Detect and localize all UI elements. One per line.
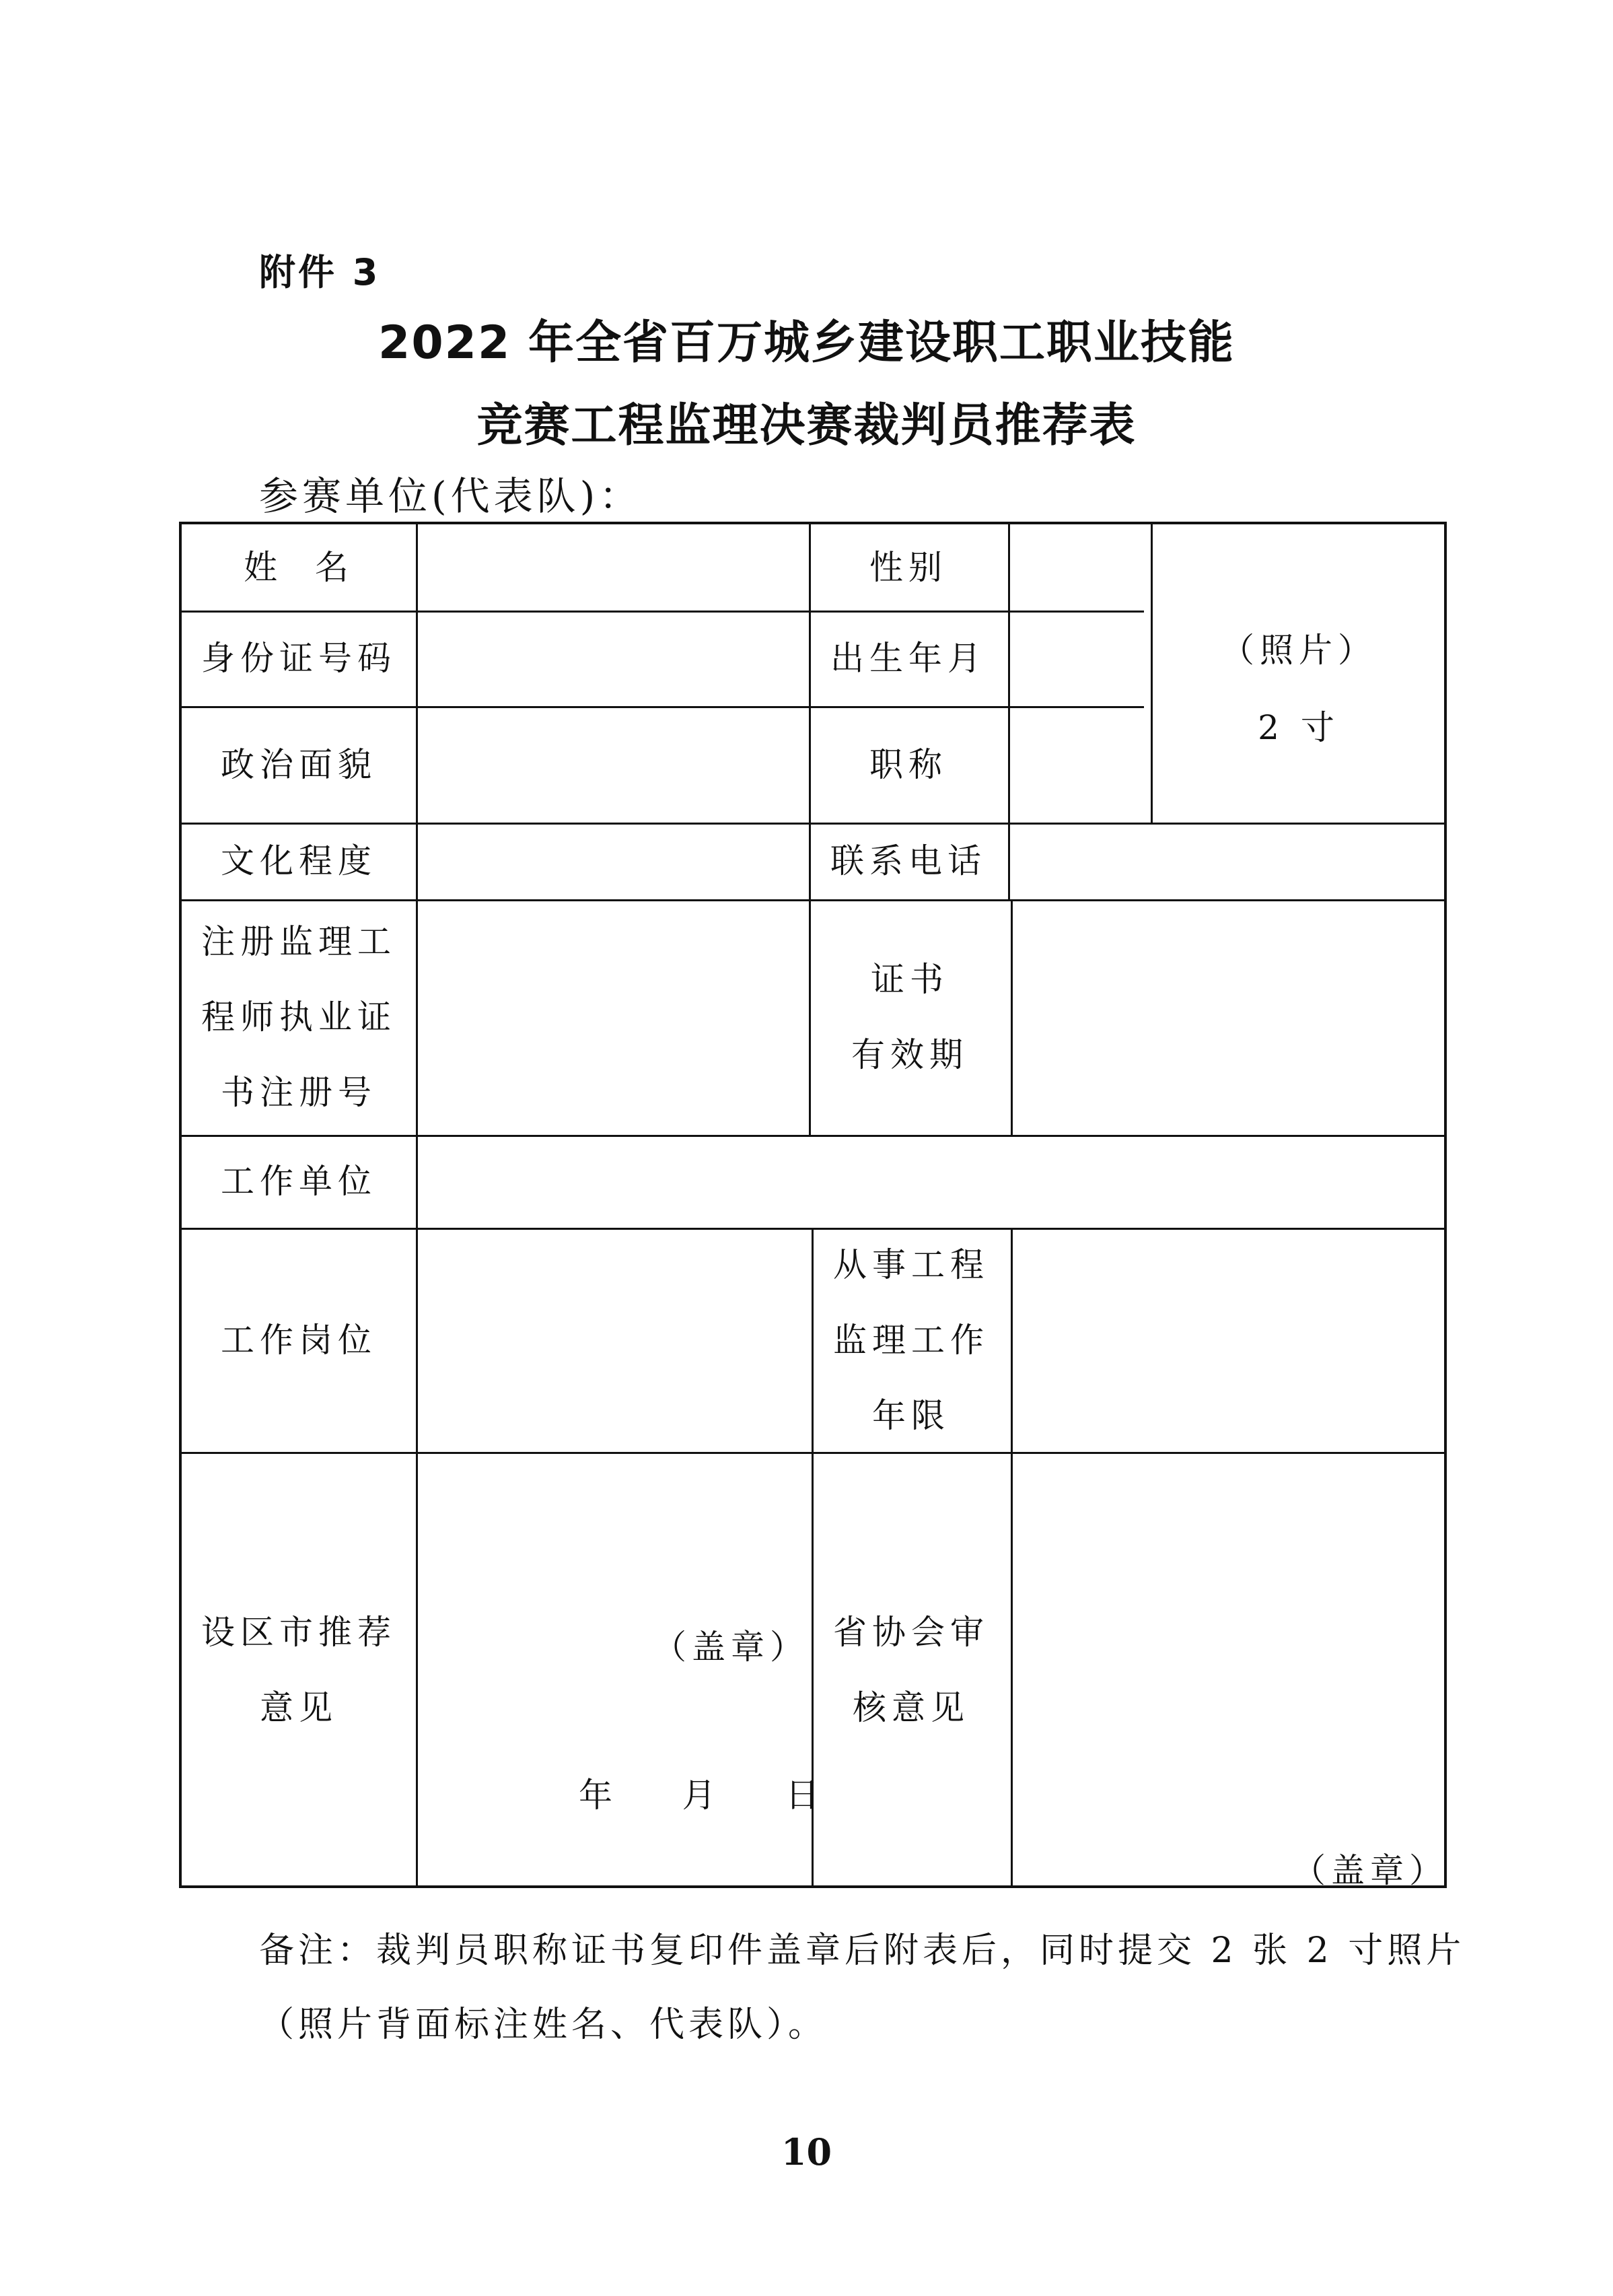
document-title-line-2: 竞赛工程监理决赛裁判员推荐表 [476,399,1137,452]
job-position-label: 工作岗位 [221,1320,377,1360]
name-label: 姓 名 [244,548,354,587]
photo-label: （照片） [1221,631,1377,670]
city-date-label: 年 月 日 [579,1776,825,1815]
gender-label: 性别 [869,548,947,587]
certificate-number-label: 注册监理工 程师执业证 书注册号 [201,922,396,1112]
column-divider [416,524,418,1888]
participating-unit-label: 参赛单位(代表队)： [259,473,643,519]
column-divider [1011,899,1013,1135]
city-recommendation-label: 设区市推荐 意见 [201,1613,396,1727]
education-label: 文化程度 [221,841,377,880]
document-title-line-1: 2022 年全省百万城乡建设职工职业技能 [378,316,1235,370]
association-seal-label: （盖章） [1292,1851,1448,1890]
attachment-label: 附件 3 [259,251,381,293]
remark-line-2: （照片背面标注姓名、代表队）。 [259,2005,828,2045]
remark-line-1: 备注：裁判员职称证书复印件盖章后附表后，同时提交 2 张 2 寸照片 [259,1930,1466,1971]
city-seal-label: （盖章） [653,1628,809,1667]
association-review-label: 省协会审 核意见 [833,1613,989,1727]
column-divider [1011,1228,1013,1888]
certificate-validity-label: 证书 有效期 [851,960,968,1074]
photo-placeholder [1151,524,1447,823]
supervision-years-label: 从事工程 监理工作 年限 [833,1245,989,1435]
photo-size-label: 2 寸 [1258,708,1340,747]
birth-date-label: 出生年月 [830,639,987,678]
political-status-label: 政治面貌 [221,744,377,784]
professional-title-label: 职称 [869,744,947,784]
employer-label: 工作单位 [221,1162,377,1201]
page-number: 10 [781,2130,832,2173]
recommendation-form-table [179,522,1447,1888]
id-number-label: 身份证号码 [201,639,396,678]
column-divider [1008,524,1010,899]
phone-label: 联系电话 [830,841,987,880]
